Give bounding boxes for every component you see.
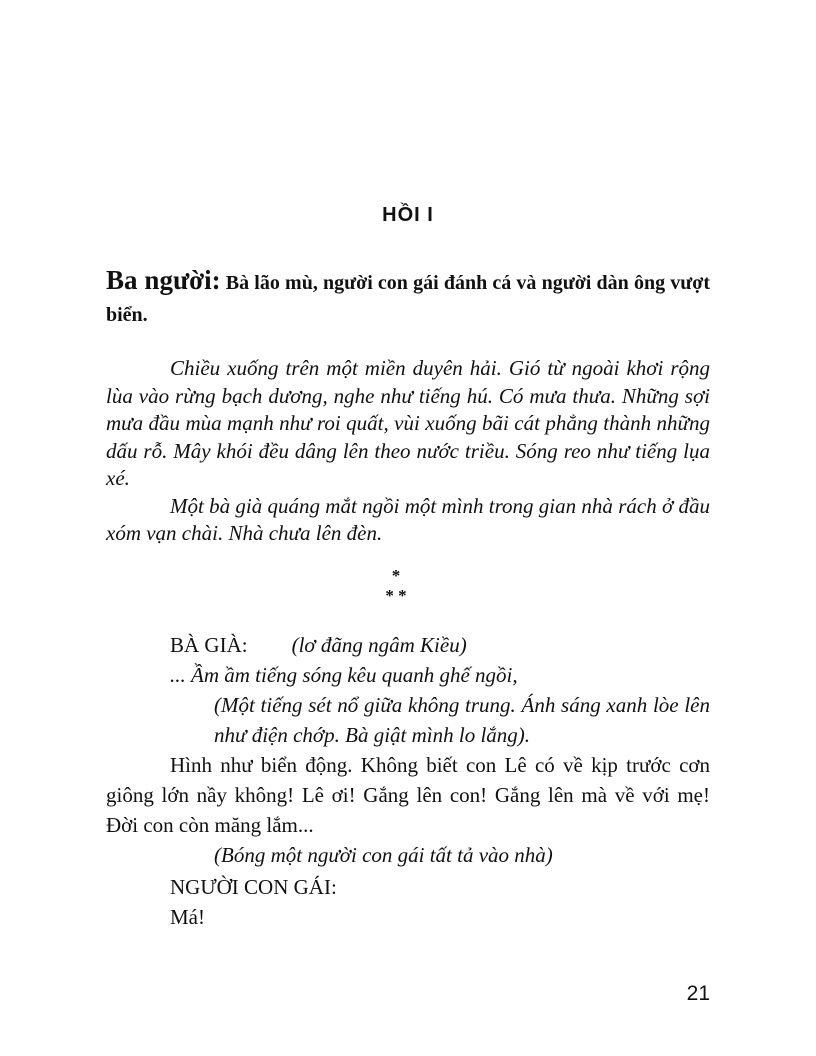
stage-direction-paragraph-1: Chiều xuống trên một miền duyên hải. Gió từ ngoài khơi rộng lùa vào rừng bạch dương, nghe như tiếng hú. Có mưa thưa. Những sợi mưa đầu mùa mạnh như roi quất, vùi xuống bãi cát phẳng thành những dấu rỗ. Mây khói đều dâng lên theo nước triều. Sóng reo như tiếng lụa xé. <box>106 356 710 490</box>
stage-direction: (Bóng một người con gái tất tả vào nhà) <box>214 843 553 867</box>
separator-asterisks-bottom: * * <box>385 586 407 605</box>
stage-direction-paragraph-2: Một bà già quáng mắt ngồi một mình trong gian nhà rách ở đầu xóm vạn chài. Nhà chưa lên đèn. <box>106 493 710 545</box>
dialogue-line-1 <box>106 630 710 660</box>
speaker-name: NGƯỜI CON GÁI: <box>170 875 337 899</box>
dialogue-block <box>106 630 710 932</box>
character-list-text: Bà lão mù, người con gái đánh cá và người dàn ông vượt biển. <box>106 272 711 326</box>
speech-text: Má! <box>170 905 205 929</box>
stage-direction: (lơ đãng ngâm Kiều) <box>291 633 467 657</box>
separator-asterisk-top: * <box>391 566 401 585</box>
page-number: 21 <box>686 982 710 1005</box>
speech-text: Hình như biển động. Không biết con Lê có về kịp trước cơn giông lớn nầy không! Lê ơi! Gắng lên con! Gắng lên mà về với mẹ! Đời con còn măng lắm... <box>106 753 710 837</box>
character-list-label: Ba người: <box>106 265 221 295</box>
section-separator <box>356 566 436 606</box>
stage-direction: (Một tiếng sét nổ giữa không trung. Ánh sáng xanh lòe lên như điện chớp. Bà giật mình lo lắng). <box>214 693 710 747</box>
verse-line: ... Ầm ầm tiếng sóng kêu quanh ghế ngồi, <box>170 663 518 687</box>
speaker-name: BÀ GIÀ: <box>170 633 248 657</box>
character-list <box>106 264 710 331</box>
act-title: HỒI I <box>382 204 434 226</box>
stage-directions-intro <box>106 355 710 548</box>
